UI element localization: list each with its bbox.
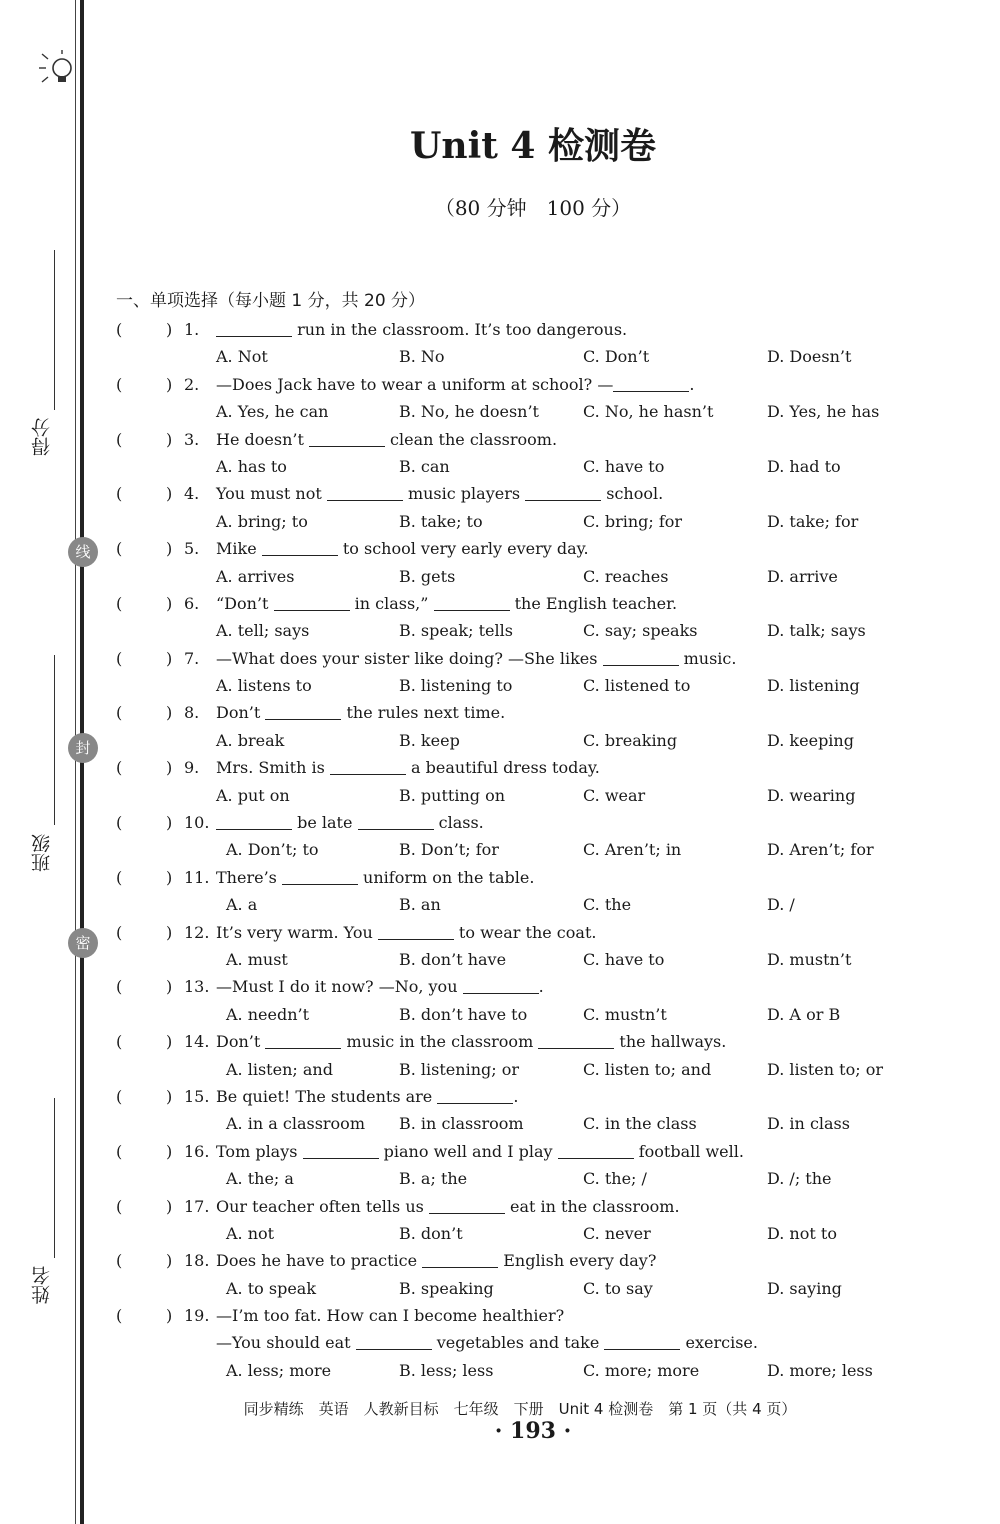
question-number: 11. [184, 867, 210, 887]
answer-bracket-close: ) [166, 703, 173, 723]
option-d[interactable]: D. saying [767, 1278, 842, 1298]
answer-bracket-close: ) [166, 922, 173, 942]
answer-blank[interactable] [330, 758, 406, 775]
answer-bracket-open[interactable]: ( [116, 648, 123, 668]
lightbulb-icon [34, 50, 78, 90]
question-number: 17. [184, 1196, 210, 1216]
question-number: 15. [184, 1086, 210, 1106]
stem-text: music. [678, 648, 737, 668]
option-c[interactable]: C. mustn’t [583, 1004, 667, 1024]
options-row [110, 343, 990, 370]
stem-text: piano well and I play [378, 1141, 558, 1161]
margin-rule-thin [75, 0, 76, 1524]
question-row [110, 1138, 990, 1165]
stem-text: . [513, 1086, 519, 1106]
stem-text: It’s very warm. You [216, 922, 378, 942]
answer-bracket-close: ) [166, 867, 173, 887]
stem-text: to school very early every day. [337, 539, 589, 559]
question-stem [216, 1083, 518, 1110]
question-stem [216, 1302, 564, 1329]
option-d[interactable]: D. /; the [767, 1169, 832, 1189]
question-item [110, 1028, 990, 1083]
question-number: 1. [184, 320, 200, 339]
stem-text: music players [402, 484, 526, 504]
question-row [110, 864, 990, 891]
stem-text: to wear the coat. [453, 922, 597, 942]
question-stem [216, 1193, 680, 1220]
answer-blank[interactable] [422, 1251, 498, 1268]
option-d[interactable]: D. had to [767, 456, 841, 476]
option-c[interactable]: C. to say [583, 1278, 653, 1298]
stem-text: vegetables and take [431, 1333, 605, 1353]
option-a[interactable]: A. must [226, 949, 288, 969]
option-d[interactable]: D. keeping [767, 730, 854, 750]
question-stem [216, 973, 544, 1000]
name-line [54, 1098, 55, 1258]
answer-bracket-close: ) [166, 320, 173, 339]
stem-text: Our teacher often tells us [216, 1196, 429, 1216]
question-number: 14. [184, 1032, 210, 1052]
answer-bracket-close: ) [166, 374, 173, 394]
question-row [110, 1083, 990, 1110]
options-row [110, 508, 990, 535]
question-item [110, 590, 990, 645]
question-number: 13. [184, 977, 210, 997]
option-d[interactable]: D. Yes, he has [767, 402, 880, 422]
option-c[interactable]: C. wear [583, 785, 646, 805]
stem-text: English every day? [498, 1251, 657, 1271]
answer-blank[interactable] [265, 1032, 341, 1049]
options-row [110, 1165, 990, 1192]
question-item [110, 973, 990, 1028]
answer-blank[interactable] [356, 1333, 432, 1350]
question-stem [216, 754, 600, 781]
question-number: 18. [184, 1251, 210, 1271]
answer-bracket-open[interactable]: ( [116, 922, 123, 942]
stem-text: the hallways. [614, 1032, 727, 1052]
question-item [110, 754, 990, 809]
option-a[interactable]: A. not [226, 1223, 275, 1243]
stem-text: football well. [633, 1141, 744, 1161]
answer-blank[interactable] [538, 1032, 614, 1049]
options-row [110, 1001, 990, 1028]
stem-text: —You should eat [216, 1333, 356, 1353]
question-row [110, 754, 990, 781]
option-d[interactable]: D. listen to; or [767, 1059, 883, 1079]
question-number: 9. [184, 758, 200, 778]
stem-text: You must not [216, 484, 327, 504]
stem-text: class. [433, 813, 484, 833]
question-number: 8. [184, 703, 200, 723]
page-subtitle: （80 分钟 100 分） [434, 196, 632, 220]
question-number: 6. [184, 593, 200, 613]
answer-blank[interactable] [603, 649, 679, 666]
option-a[interactable]: A. in a classroom [226, 1114, 365, 1134]
option-d[interactable]: D. listening [767, 676, 860, 696]
option-c[interactable]: C. the; / [583, 1169, 647, 1189]
stem-text: There’s [216, 867, 282, 887]
question-stem [216, 480, 663, 507]
question-row [110, 809, 990, 836]
answer-blank[interactable] [437, 1087, 513, 1104]
answer-blank[interactable] [216, 320, 292, 337]
options-row [110, 727, 990, 754]
stem-text: the English teacher. [509, 593, 678, 613]
option-b[interactable]: B. No [399, 347, 445, 367]
option-c[interactable]: C. more; more [583, 1360, 700, 1380]
option-b[interactable]: B. don’t have [399, 949, 507, 969]
question-stem [216, 1247, 656, 1274]
question-item [110, 1302, 990, 1384]
answer-bracket-open[interactable]: ( [116, 593, 123, 613]
option-a[interactable]: A. bring; to [216, 511, 308, 531]
question-stem [216, 864, 534, 891]
question-row [110, 371, 990, 398]
question-item [110, 1193, 990, 1248]
question-stem [216, 1329, 758, 1356]
option-b[interactable]: B. take; to [399, 511, 483, 531]
answer-blank[interactable] [265, 703, 341, 720]
answer-bracket-close: ) [166, 484, 173, 504]
options-row [110, 946, 990, 973]
answer-bracket-open[interactable]: ( [116, 1196, 123, 1216]
option-c[interactable]: C. listen to; and [583, 1059, 712, 1079]
options-row [110, 617, 990, 644]
options-row [110, 672, 990, 699]
option-a[interactable]: A. needn’t [226, 1004, 310, 1024]
answer-blank[interactable] [378, 923, 454, 940]
answer-bracket-close: ) [166, 758, 173, 778]
option-d[interactable]: D. / [767, 895, 795, 915]
question-item [110, 316, 990, 371]
options-row [110, 891, 990, 918]
answer-bracket-open[interactable]: ( [116, 703, 123, 723]
stem-text: “Don’t [216, 593, 274, 613]
question-stem [216, 1138, 744, 1165]
option-d[interactable]: D. more; less [767, 1360, 873, 1380]
question-number: 16. [184, 1141, 210, 1161]
option-a[interactable]: A. tell; says [216, 621, 310, 641]
option-a[interactable]: A. has to [216, 456, 287, 476]
option-c[interactable]: C. have to [583, 456, 665, 476]
question-row [110, 590, 990, 617]
answer-blank[interactable] [429, 1197, 505, 1214]
option-c[interactable]: C. bring; for [583, 511, 683, 531]
answer-bracket-open[interactable]: ( [116, 758, 123, 778]
answer-blank[interactable] [282, 868, 358, 885]
binding-margin [0, 0, 123, 1524]
option-a[interactable]: A. Not [216, 347, 268, 367]
option-b[interactable]: B. speaking [399, 1278, 494, 1298]
option-a[interactable]: A. to speak [226, 1278, 317, 1298]
answer-bracket-open[interactable]: ( [116, 429, 123, 449]
answer-bracket-open[interactable]: ( [116, 977, 123, 997]
answer-bracket-close: ) [166, 1032, 173, 1052]
stem-text: Be quiet! The students are [216, 1086, 438, 1106]
question-item [110, 864, 990, 919]
stem-text: —Does Jack have to wear a uniform at school? — [216, 374, 614, 394]
question-stem [216, 1028, 726, 1055]
answer-blank[interactable] [358, 813, 434, 830]
answer-bracket-open[interactable]: ( [116, 813, 123, 833]
question-stem [216, 316, 627, 343]
answer-bracket-open[interactable]: ( [116, 1032, 123, 1052]
stem-text: —Must I do it now? —No, you [216, 977, 463, 997]
class-line [54, 655, 55, 825]
option-c[interactable]: C. breaking [583, 730, 678, 750]
option-d[interactable]: D. not to [767, 1223, 837, 1243]
options-row [110, 782, 990, 809]
question-number: 5. [184, 539, 200, 559]
option-b[interactable]: B. less; less [399, 1360, 494, 1380]
question-item [110, 1247, 990, 1302]
option-a[interactable]: A. Don’t; to [226, 840, 319, 860]
question-row [110, 1247, 990, 1274]
stem-text: Don’t [216, 703, 266, 723]
answer-blank[interactable] [434, 594, 510, 611]
question-item [110, 645, 990, 700]
option-b[interactable]: B. speak; tells [399, 621, 513, 641]
option-b[interactable]: B. don’t [399, 1223, 463, 1243]
option-b[interactable]: B. listening; or [399, 1059, 519, 1079]
stem-text: Mrs. Smith is [216, 758, 330, 778]
answer-blank[interactable] [463, 977, 539, 994]
score-label: 得分 [31, 418, 53, 456]
answer-bracket-open[interactable]: ( [116, 484, 123, 504]
option-b[interactable]: B. putting on [399, 785, 506, 805]
stem-text: —What does your sister like doing? —She likes [216, 648, 603, 668]
stem-text: in class,” [349, 593, 434, 613]
answer-bracket-open[interactable]: ( [116, 1251, 123, 1271]
option-d[interactable]: D. Aren’t; for [767, 840, 874, 860]
option-a[interactable]: A. arrives [216, 566, 295, 586]
answer-bracket-close: ) [166, 1086, 173, 1106]
option-c[interactable]: C. never [583, 1223, 651, 1243]
question-item [110, 1138, 990, 1193]
option-d[interactable]: D. wearing [767, 785, 856, 805]
answer-bracket-close: ) [166, 1196, 173, 1216]
answer-blank[interactable] [525, 484, 601, 501]
answer-bracket-close: ) [166, 1141, 173, 1161]
class-label: 班级 [31, 834, 53, 872]
answer-bracket-open[interactable]: ( [116, 539, 123, 559]
option-d[interactable]: D. talk; says [767, 621, 866, 641]
answer-bracket-close: ) [166, 648, 173, 668]
option-c[interactable]: C. No, he hasn’t [583, 402, 714, 422]
question-row [110, 1302, 990, 1329]
question-number: 12. [184, 922, 210, 942]
answer-blank[interactable] [262, 539, 338, 556]
question-row [110, 699, 990, 726]
stem-text: music in the classroom [341, 1032, 539, 1052]
stem-text: Does he have to practice [216, 1251, 423, 1271]
answer-blank[interactable] [303, 1142, 379, 1159]
options-row [110, 1275, 990, 1302]
answer-bracket-open[interactable]: ( [116, 374, 123, 394]
question-stem [216, 590, 677, 617]
stem-text: eat in the classroom. [504, 1196, 680, 1216]
seal-mark-line: 线 [68, 537, 98, 567]
question-row [110, 426, 990, 453]
question-row [110, 1028, 990, 1055]
options-row [110, 1056, 990, 1083]
section-heading: 一、单项选择（每小题 1 分，共 20 分） [116, 291, 426, 311]
question-row [110, 535, 990, 562]
seal-mark-seal: 封 [68, 733, 98, 763]
question-item [110, 371, 990, 426]
answer-blank[interactable] [604, 1333, 680, 1350]
options-row [110, 563, 990, 590]
answer-blank[interactable] [216, 813, 292, 830]
answer-bracket-close: ) [166, 429, 173, 449]
seal-mark-secret: 密 [68, 928, 98, 958]
page-footer: 同步精练 英语 人教新目标 七年级 下册 Unit 4 检测卷 第 1 页（共 4 页） [243, 1400, 797, 1418]
answer-blank[interactable] [274, 594, 350, 611]
options-row [110, 836, 990, 863]
answer-bracket-open[interactable]: ( [116, 1306, 123, 1326]
stem-text: be late [292, 813, 358, 833]
option-d[interactable]: D. in class [767, 1114, 850, 1134]
stem-text: school. [601, 484, 664, 504]
question-stem [216, 371, 694, 398]
stem-text: Mike [216, 539, 262, 559]
question-row [110, 1193, 990, 1220]
option-d[interactable]: D. take; for [767, 511, 859, 531]
answer-bracket-close: ) [166, 1251, 173, 1271]
option-d[interactable]: D. arrive [767, 566, 838, 586]
answer-bracket-open[interactable]: ( [116, 867, 123, 887]
option-d[interactable]: D. mustn’t [767, 949, 852, 969]
question-stem [216, 535, 589, 562]
stem-text: Don’t [216, 1032, 266, 1052]
stem-text: uniform on the table. [357, 867, 535, 887]
question-row-continued [110, 1329, 990, 1356]
question-item [110, 535, 990, 590]
stem-text: Tom plays [216, 1141, 303, 1161]
answer-bracket-close: ) [166, 593, 173, 613]
answer-bracket-open[interactable]: ( [116, 1086, 123, 1106]
answer-blank[interactable] [558, 1142, 634, 1159]
option-b[interactable]: B. an [399, 895, 441, 915]
stem-text: a beautiful dress today. [405, 758, 600, 778]
answer-bracket-close: ) [166, 539, 173, 559]
question-number: 3. [184, 429, 200, 449]
question-number: 10. [184, 813, 210, 833]
question-row [110, 645, 990, 672]
options-row [110, 1357, 990, 1384]
answer-bracket-close: ) [166, 813, 173, 833]
option-b[interactable]: B. can [399, 456, 450, 476]
name-label: 姓名 [31, 1266, 53, 1304]
option-c[interactable]: C. Aren’t; in [583, 840, 682, 860]
question-row [110, 316, 990, 343]
option-c[interactable]: C. in the class [583, 1114, 697, 1134]
question-item [110, 480, 990, 535]
option-a[interactable]: A. less; more [226, 1360, 332, 1380]
answer-bracket-close: ) [166, 977, 173, 997]
option-b[interactable]: B. don’t have to [399, 1004, 528, 1024]
stem-text: —I’m too fat. How can I become healthier? [216, 1306, 565, 1326]
answer-blank[interactable] [327, 484, 403, 501]
score-line [54, 250, 55, 410]
question-stem [216, 699, 505, 726]
option-a[interactable]: A. a [226, 895, 258, 915]
question-list [110, 316, 990, 1384]
option-c[interactable]: C. Don’t [583, 347, 650, 367]
question-item [110, 426, 990, 481]
answer-bracket-close: ) [166, 1306, 173, 1326]
page-title: Unit 4 检测卷 [410, 125, 656, 167]
question-number: 7. [184, 648, 200, 668]
answer-blank[interactable] [613, 375, 689, 392]
answer-bracket-open[interactable]: ( [116, 1141, 123, 1161]
option-a[interactable]: A. Yes, he can [216, 402, 329, 422]
question-item [110, 919, 990, 974]
question-number: 4. [184, 484, 200, 504]
options-row [110, 398, 990, 425]
options-row [110, 1110, 990, 1137]
stem-text: . [538, 977, 544, 997]
option-b[interactable]: B. a; the [399, 1169, 468, 1189]
question-number: 19. [184, 1306, 210, 1326]
option-c[interactable]: C. reaches [583, 566, 669, 586]
option-b[interactable]: B. Don’t; for [399, 840, 499, 860]
option-a[interactable]: A. break [216, 730, 285, 750]
stem-text: clean the classroom. [384, 429, 558, 449]
question-item [110, 1083, 990, 1138]
option-c[interactable]: C. have to [583, 949, 665, 969]
stem-text: . [689, 374, 695, 394]
answer-bracket-open[interactable]: ( [116, 320, 123, 339]
option-b[interactable]: B. in classroom [399, 1114, 524, 1134]
option-b[interactable]: B. No, he doesn’t [399, 402, 539, 422]
option-c[interactable]: C. listened to [583, 676, 691, 696]
question-row [110, 973, 990, 1000]
question-stem [216, 809, 484, 836]
option-a[interactable]: A. put on [216, 785, 290, 805]
question-stem [216, 919, 596, 946]
answer-blank[interactable] [309, 430, 385, 447]
question-stem [216, 645, 736, 672]
stem-text: He doesn’t [216, 429, 309, 449]
question-row [110, 919, 990, 946]
stem-text: the rules next time. [341, 703, 506, 723]
option-a[interactable]: A. listen; and [226, 1059, 333, 1079]
options-row [110, 1220, 990, 1247]
question-item [110, 699, 990, 754]
option-a[interactable]: A. listens to [216, 676, 312, 696]
option-b[interactable]: B. listening to [399, 676, 513, 696]
option-b[interactable]: B. gets [399, 566, 456, 586]
option-c[interactable]: C. the [583, 895, 632, 915]
question-number: 2. [184, 374, 200, 394]
option-d[interactable]: D. Doesn’t [767, 347, 852, 367]
stem-text: run in the classroom. It’s too dangerous. [292, 320, 628, 339]
options-row [110, 453, 990, 480]
option-b[interactable]: B. keep [399, 730, 460, 750]
option-c[interactable]: C. say; speaks [583, 621, 698, 641]
option-d[interactable]: D. A or B [767, 1004, 841, 1024]
stem-text: exercise. [680, 1333, 758, 1353]
question-stem [216, 426, 557, 453]
question-item [110, 809, 990, 864]
question-row [110, 480, 990, 507]
page-number: · 193 · [494, 1418, 572, 1444]
option-a[interactable]: A. the; a [226, 1169, 294, 1189]
